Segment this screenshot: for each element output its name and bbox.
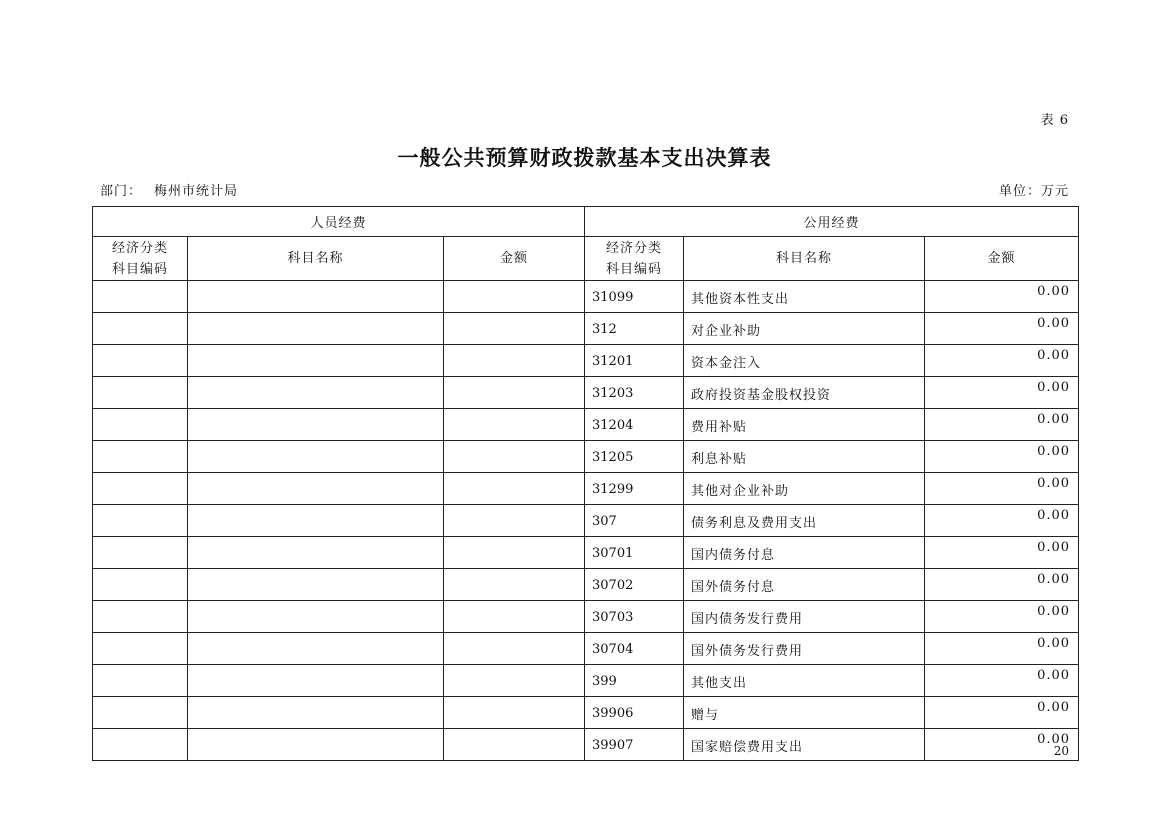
public-name-cell: 赠与 [684,697,925,729]
personnel-name-cell [188,281,444,313]
public-amount-cell: 0.00 [925,633,1079,665]
public-amount-cell: 0.00 [925,697,1079,729]
unit-label: 单位：万元 [998,184,1069,199]
public-amount-cell: 0.00 [925,569,1079,601]
personnel-code-cell [93,313,188,345]
code-header-line1: 经济分类 [111,240,168,256]
public-code-cell: 31201 [585,345,684,377]
public-name-cell: 国外债务付息 [684,569,925,601]
table-row [93,441,1079,473]
department-line [100,180,238,199]
personnel-code-cell [93,505,188,537]
personnel-amount-cell [444,537,585,569]
personnel-code-cell [93,377,188,409]
public-code-cell: 31203 [585,377,684,409]
public-amount-cell: 0.00 [925,601,1079,633]
public-amount-cell: 0.00 [925,665,1079,697]
personnel-code-cell [93,729,188,761]
personnel-name-cell [188,505,444,537]
public-amount-cell: 0.00 [925,505,1079,537]
personnel-name-cell [188,665,444,697]
public-name-cell: 对企业补助 [684,313,925,345]
personnel-amount-cell [444,281,585,313]
public-amount-cell: 0.00 [925,377,1079,409]
public-code-cell: 31299 [585,473,684,505]
personnel-amount-cell [444,569,585,601]
public-name-cell: 其他资本性支出 [684,281,925,313]
personnel-amount-cell [444,473,585,505]
public-name-cell: 费用补贴 [684,409,925,441]
public-name-cell: 国内债务发行费用 [684,601,925,633]
public-amount-cell: 0.00 [925,729,1079,761]
personnel-amount-cell [444,633,585,665]
public-amount-cell: 0.00 [925,441,1079,473]
personnel-code-cell [93,441,188,473]
table-row [93,729,1079,761]
public-name-cell: 国内债务付息 [684,537,925,569]
personnel-name-cell [188,345,444,377]
personnel-name-cell [188,473,444,505]
public-name-cell: 国外债务发行费用 [684,633,925,665]
personnel-amount-cell [444,665,585,697]
table-row [93,409,1079,441]
personnel-name-cell [188,729,444,761]
public-code-cell: 31099 [585,281,684,313]
public-code-cell: 30703 [585,601,684,633]
department-value: 梅州市统计局 [154,184,239,199]
public-code-cell: 312 [585,313,684,345]
public-code-cell: 399 [585,665,684,697]
public-name-cell: 其他支出 [684,665,925,697]
personnel-name-cell [188,441,444,473]
personnel-amount-cell [444,313,585,345]
personnel-name-cell [188,409,444,441]
personnel-code-cell [93,537,188,569]
public-code-cell: 31204 [585,409,684,441]
table-number: 表 6 [1040,113,1069,128]
public-code-cell: 39906 [585,697,684,729]
public-name-cell: 债务利息及费用支出 [684,505,925,537]
column-header-amount-personnel: 金额 [444,237,585,281]
personnel-name-cell [188,537,444,569]
table-row [93,377,1079,409]
public-name-cell: 资本金注入 [684,345,925,377]
personnel-code-cell [93,697,188,729]
table-row [93,697,1079,729]
personnel-name-cell [188,313,444,345]
column-header-code-public [585,237,684,281]
personnel-code-cell [93,569,188,601]
public-amount-cell: 0.00 [925,313,1079,345]
personnel-name-cell [188,377,444,409]
personnel-name-cell [188,697,444,729]
table-row [93,537,1079,569]
department-label: 部门： [100,184,143,199]
public-code-cell: 30702 [585,569,684,601]
personnel-code-cell [93,473,188,505]
table-row [93,473,1079,505]
public-name-cell: 国家赔偿费用支出 [684,729,925,761]
public-name-cell: 其他对企业补助 [684,473,925,505]
personnel-amount-cell [444,601,585,633]
personnel-amount-cell [444,697,585,729]
personnel-code-cell [93,281,188,313]
public-code-cell: 39907 [585,729,684,761]
group-header-public: 公用经费 [585,207,1079,237]
personnel-code-cell [93,345,188,377]
table-row [93,281,1079,313]
public-name-cell: 利息补贴 [684,441,925,473]
public-name-cell: 政府投资基金股权投资 [684,377,925,409]
code-header-line2: 科目编码 [606,261,663,277]
page-number: 20 [1053,744,1069,758]
code-header-line2: 科目编码 [111,261,168,277]
personnel-name-cell [188,569,444,601]
personnel-amount-cell [444,441,585,473]
public-code-cell: 31205 [585,441,684,473]
public-code-cell: 30704 [585,633,684,665]
personnel-code-cell [93,665,188,697]
personnel-code-cell [93,601,188,633]
personnel-amount-cell [444,345,585,377]
personnel-amount-cell [444,377,585,409]
personnel-code-cell [93,633,188,665]
public-amount-cell: 0.00 [925,281,1079,313]
table-row [93,569,1079,601]
public-amount-cell: 0.00 [925,345,1079,377]
public-amount-cell: 0.00 [925,409,1079,441]
personnel-name-cell [188,601,444,633]
personnel-amount-cell [444,505,585,537]
code-header-line1: 经济分类 [606,240,663,256]
public-amount-cell: 0.00 [925,537,1079,569]
column-header-code-personnel [93,237,188,281]
personnel-amount-cell [444,729,585,761]
column-header-amount-public: 金额 [925,237,1079,281]
table-row [93,505,1079,537]
column-header-name-personnel: 科目名称 [188,237,444,281]
page-title: 一般公共预算财政拨款基本支出决算表 [397,146,772,170]
table-row [93,665,1079,697]
personnel-name-cell [188,633,444,665]
group-header-personnel: 人员经费 [93,207,585,237]
column-header-name-public: 科目名称 [684,237,925,281]
public-amount-cell: 0.00 [925,473,1079,505]
personnel-amount-cell [444,409,585,441]
table-row [93,601,1079,633]
table-row [93,345,1079,377]
table-row [93,313,1079,345]
expenditure-table [92,206,1079,761]
public-code-cell: 30701 [585,537,684,569]
personnel-code-cell [93,409,188,441]
public-code-cell: 307 [585,505,684,537]
table-row [93,633,1079,665]
